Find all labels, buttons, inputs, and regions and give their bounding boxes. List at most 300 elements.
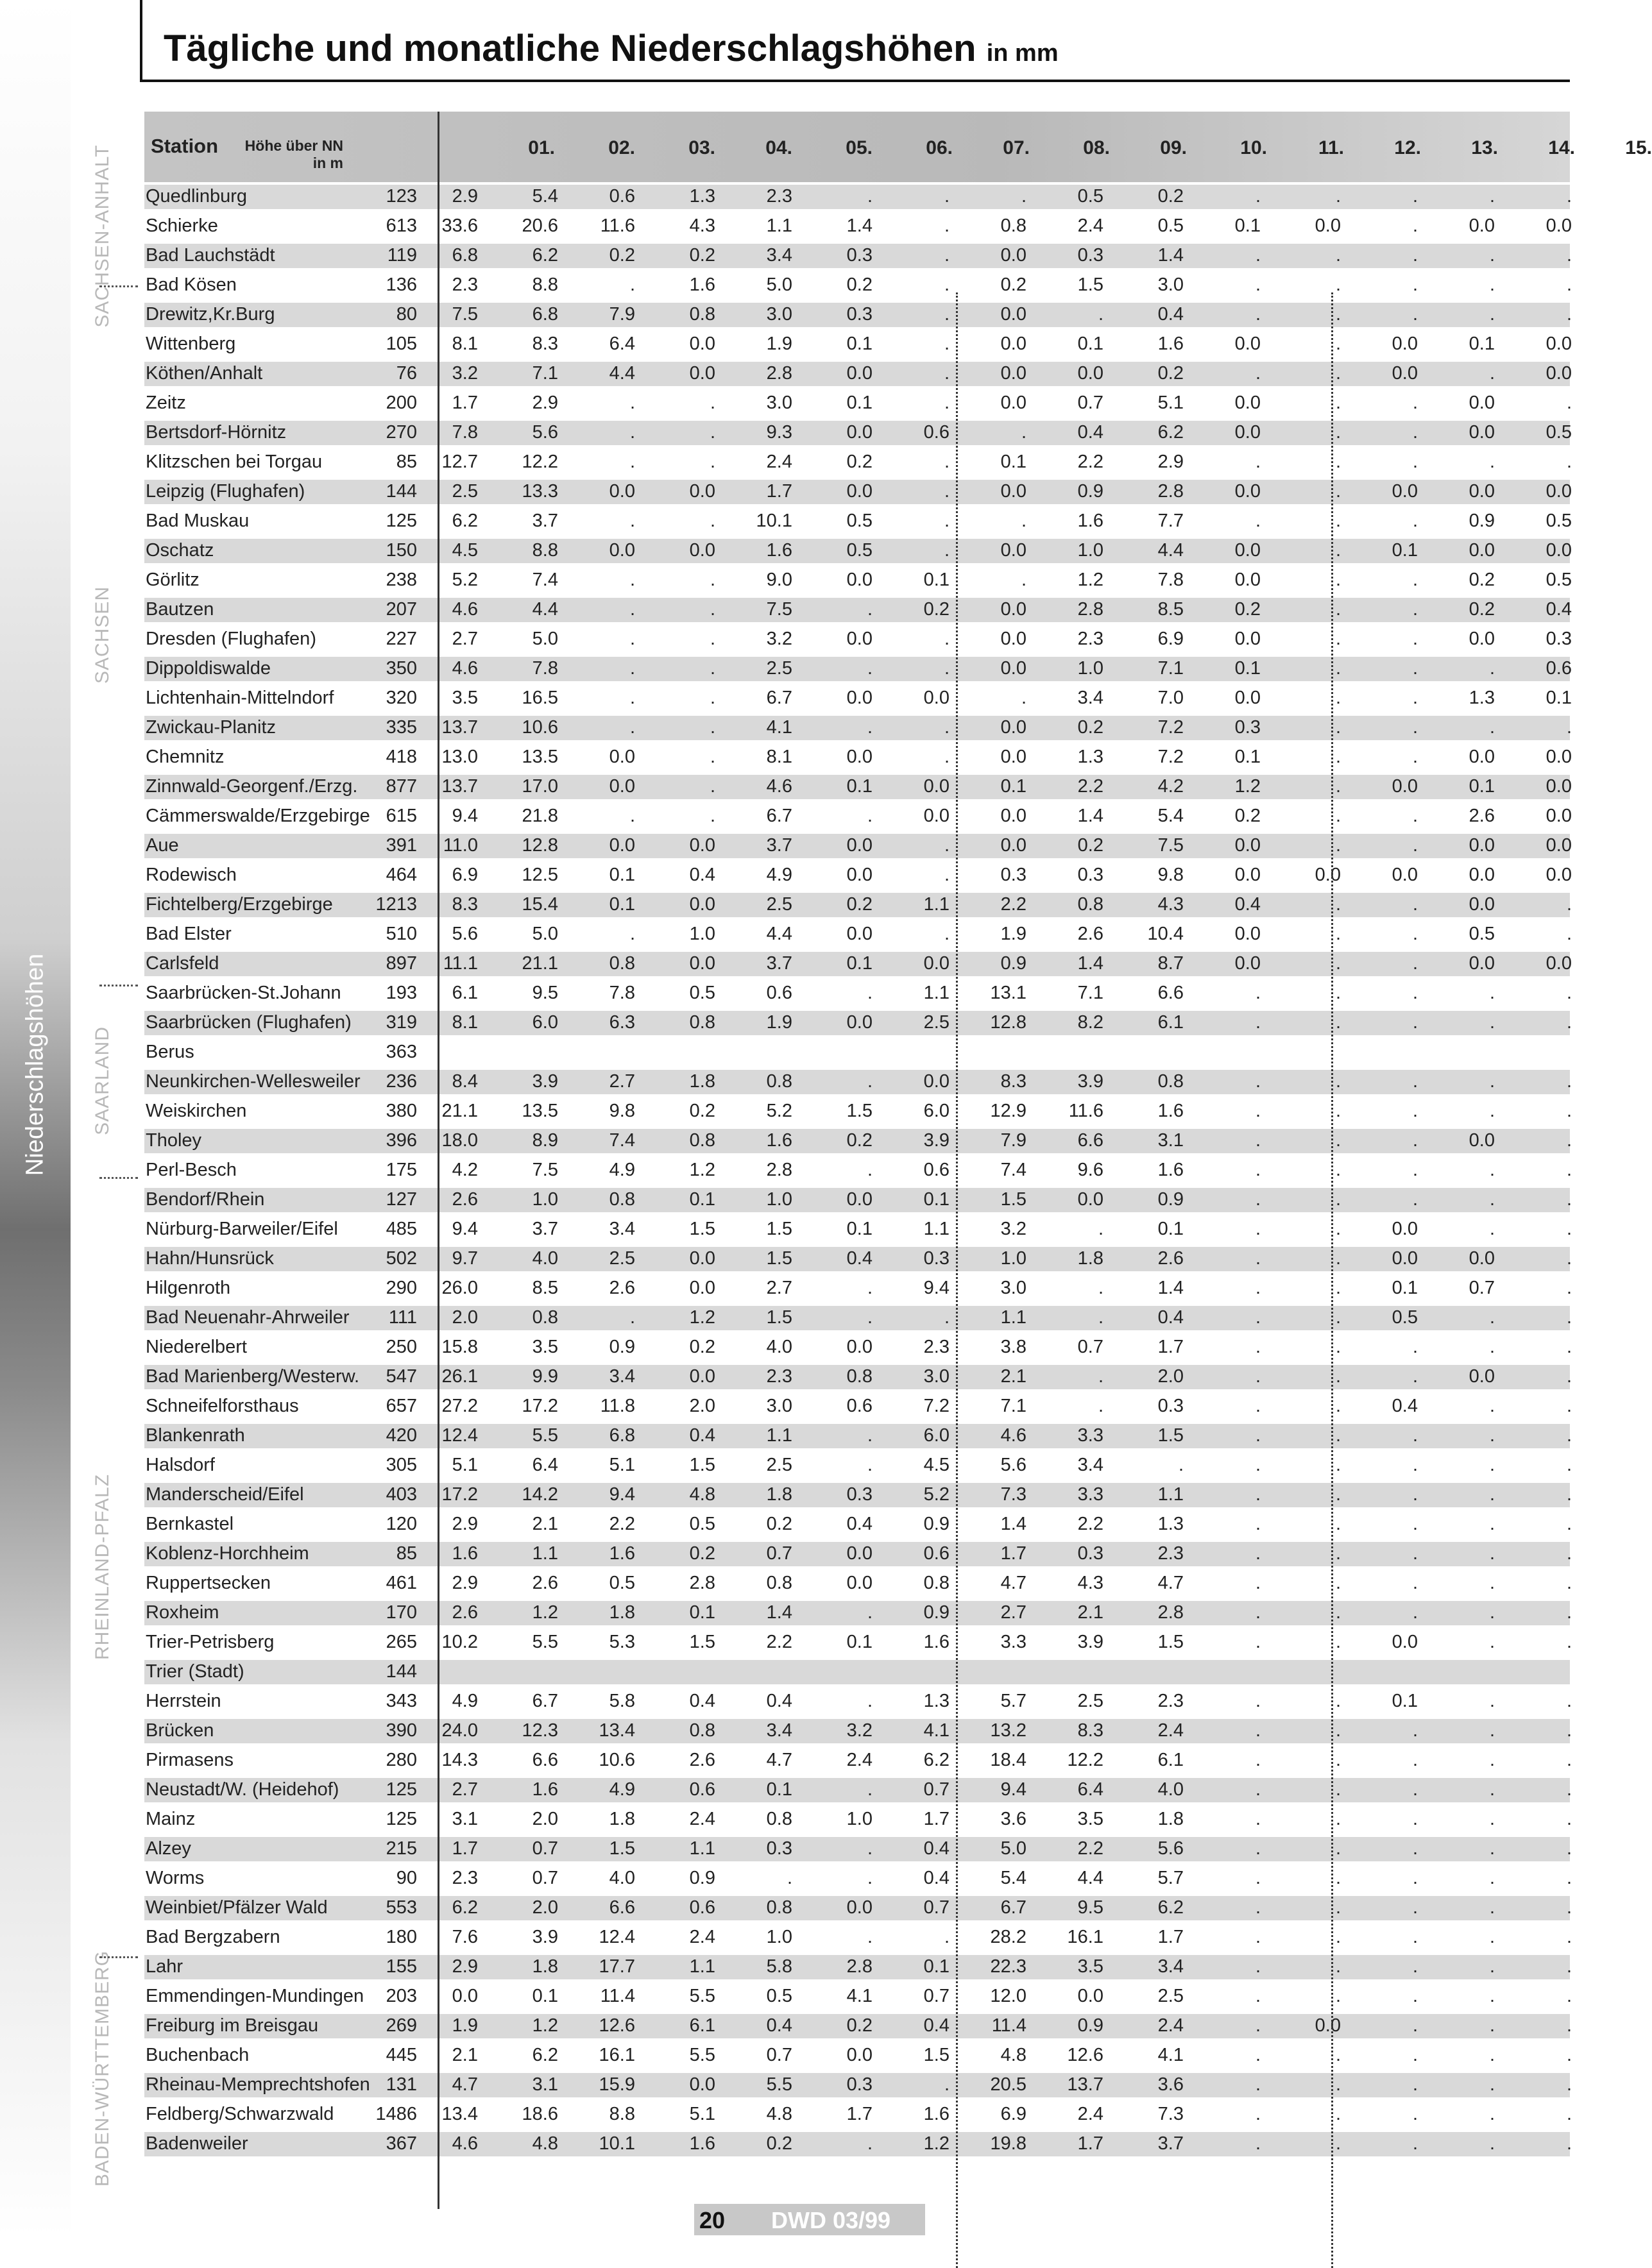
day-value: 1.6: [532, 1779, 558, 1800]
day-value: 6.6: [1157, 983, 1184, 1003]
day-value: 6.4: [532, 1455, 558, 1475]
day-value: 0.1: [532, 1986, 558, 2006]
day-value: .: [1335, 1927, 1341, 1947]
day-value: 7.2: [1157, 747, 1184, 767]
day-value: 0.0: [1392, 1219, 1418, 1239]
day-value: .: [944, 452, 949, 472]
header-day: 04.: [765, 137, 792, 158]
station-name: Leipzig (Flughafen): [146, 481, 305, 502]
day-value: 6.6: [532, 1750, 558, 1770]
day-value: 7.2: [923, 1396, 949, 1416]
station-height: 461: [386, 1573, 417, 1593]
day-value: 8.9: [532, 1130, 558, 1151]
day-value: 0.0: [846, 481, 873, 502]
day-value: .: [1566, 1337, 1572, 1357]
day-value: 0.0: [689, 1248, 715, 1269]
day-value: .: [1255, 1838, 1261, 1859]
day-value: .: [629, 717, 635, 738]
day-value: 0.5: [1469, 924, 1495, 944]
day-value: 5.6: [532, 422, 558, 443]
day-value: 0.0: [1234, 629, 1261, 649]
day-value: 1.3: [1469, 688, 1495, 708]
day-value: .: [1335, 1337, 1341, 1357]
day-value: .: [1335, 1366, 1341, 1387]
day-value: .: [629, 275, 635, 295]
day-value: .: [1178, 1455, 1184, 1475]
day-value: 0.8: [689, 304, 715, 325]
day-value: .: [944, 511, 949, 531]
day-value: 16.5: [522, 688, 558, 708]
day-value: 1.2: [532, 2015, 558, 2036]
day-value: .: [629, 570, 635, 590]
day-value: 0.0: [1077, 363, 1103, 384]
day-value: 0.8: [532, 1307, 558, 1328]
day-value: 0.1: [846, 1219, 873, 1239]
day-value: .: [1489, 275, 1495, 295]
station-name: Feldberg/Schwarzwald: [146, 2104, 334, 2124]
day-value: 0.0: [1469, 894, 1495, 915]
day-value: 0.4: [1077, 422, 1103, 443]
day-value: 12.2: [522, 452, 558, 472]
day-value: 4.7: [1157, 1573, 1184, 1593]
day-value: 5.8: [766, 1956, 792, 1977]
day-value: 0.1: [846, 1632, 873, 1652]
day-value: .: [1335, 1160, 1341, 1180]
day-value: 0.1: [846, 776, 873, 797]
day-value: 3.7: [766, 953, 792, 974]
table-row: [144, 1569, 1570, 1598]
day-value: .: [1335, 1455, 1341, 1475]
day-value: .: [1021, 422, 1026, 443]
day-value: .: [1335, 806, 1341, 826]
station-name: Hahn/Hunsrück: [146, 1248, 274, 1269]
table-row: [144, 1657, 1570, 1687]
day-value: .: [1489, 1514, 1495, 1534]
day-value: 0.1: [689, 1602, 715, 1623]
day-value: 13.7: [441, 776, 478, 797]
day-value: .: [1098, 1396, 1103, 1416]
day-value: 2.6: [452, 1189, 478, 1210]
station-name: Koblenz-Horchheim: [146, 1543, 309, 1564]
day-value: 0.2: [1469, 570, 1495, 590]
day-value: .: [1566, 1189, 1572, 1210]
table-row: [144, 1451, 1570, 1480]
day-value: .: [944, 1927, 949, 1947]
day-value: .: [1489, 1750, 1495, 1770]
day-value: 7.5: [1157, 835, 1184, 856]
day-value: .: [1412, 983, 1418, 1003]
day-value: .: [1255, 1779, 1261, 1800]
table-row: [144, 1038, 1570, 1067]
day-value: 2.2: [1077, 776, 1103, 797]
table-row: [144, 300, 1570, 330]
day-value: 6.1: [1157, 1750, 1184, 1770]
station-height: 270: [386, 422, 417, 443]
day-value: 0.1: [1234, 216, 1261, 236]
day-value: 24.0: [441, 1720, 478, 1741]
station-name: Brücken: [146, 1720, 214, 1741]
dotted-divider-10: [1331, 292, 1333, 2268]
day-value: 0.0: [609, 747, 635, 767]
day-value: 0.2: [689, 245, 715, 266]
day-value: .: [1335, 894, 1341, 915]
day-value: .: [1566, 1809, 1572, 1829]
day-value: .: [1489, 2045, 1495, 2065]
day-value: 1.8: [1157, 1809, 1184, 1829]
table-row: [144, 1746, 1570, 1775]
station-name: Fichtelberg/Erzgebirge: [146, 894, 333, 915]
station-name: Blankenrath: [146, 1425, 245, 1446]
station-height: 227: [386, 629, 417, 649]
header-day: 15.: [1625, 137, 1652, 158]
day-value: 0.0: [923, 688, 949, 708]
day-value: .: [1335, 1307, 1341, 1328]
day-value: .: [1412, 1779, 1418, 1800]
day-value: .: [1566, 393, 1572, 413]
day-value: .: [629, 629, 635, 649]
day-value: 26.1: [441, 1366, 478, 1387]
day-value: 0.7: [923, 1779, 949, 1800]
day-value: .: [1566, 275, 1572, 295]
day-value: 2.5: [766, 658, 792, 679]
day-value: 0.5: [846, 540, 873, 561]
station-name: Pirmasens: [146, 1750, 234, 1770]
day-value: 0.0: [1469, 747, 1495, 767]
station-height: 265: [386, 1632, 417, 1652]
day-value: 21.8: [522, 806, 558, 826]
day-value: .: [1255, 2045, 1261, 2065]
day-value: 4.2: [1157, 776, 1184, 797]
day-value: 1.5: [766, 1307, 792, 1328]
day-value: 20.5: [990, 2074, 1026, 2095]
day-value: 1.8: [532, 1956, 558, 1977]
day-value: 1.3: [923, 1691, 949, 1711]
day-value: 0.2: [846, 894, 873, 915]
day-value: .: [1021, 688, 1026, 708]
day-value: 0.9: [923, 1602, 949, 1623]
day-value: 5.1: [452, 1455, 478, 1475]
day-value: .: [1489, 983, 1495, 1003]
station-name: Dippoldiswalde: [146, 658, 271, 679]
day-value: 0.0: [923, 776, 949, 797]
day-value: .: [1566, 2133, 1572, 2154]
day-value: 18.0: [441, 1130, 478, 1151]
station-height: 290: [386, 1278, 417, 1298]
day-value: .: [1489, 1071, 1495, 1092]
table-row: [144, 1008, 1570, 1038]
station-name: Drewitz,Kr.Burg: [146, 304, 275, 325]
day-value: .: [1255, 1366, 1261, 1387]
header-day: 10.: [1240, 137, 1267, 158]
header-station: Station: [151, 135, 219, 157]
table-row: [144, 1480, 1570, 1510]
day-value: 3.9: [1077, 1632, 1103, 1652]
table-row: [144, 1510, 1570, 1539]
day-value: .: [867, 1779, 873, 1800]
day-value: 0.4: [923, 1868, 949, 1888]
day-value: .: [1255, 1632, 1261, 1652]
day-value: 4.6: [766, 776, 792, 797]
day-value: 0.5: [1077, 186, 1103, 207]
day-value: 0.0: [1234, 835, 1261, 856]
table-row: [144, 212, 1570, 241]
day-value: .: [1566, 1543, 1572, 1564]
header-day: 09.: [1160, 137, 1187, 158]
day-value: 5.2: [923, 1484, 949, 1505]
day-value: 0.0: [846, 835, 873, 856]
station-name: Berus: [146, 1042, 194, 1062]
day-value: .: [1255, 1396, 1261, 1416]
day-value: .: [1566, 1278, 1572, 1298]
day-value: 4.8: [1000, 2045, 1026, 2065]
day-value: 2.0: [689, 1396, 715, 1416]
day-value: 7.4: [609, 1130, 635, 1151]
dotted-divider-05: [956, 292, 958, 2268]
station-height: 250: [386, 1337, 417, 1357]
day-value: .: [1335, 570, 1341, 590]
day-value: .: [1098, 1366, 1103, 1387]
day-value: 1.9: [766, 334, 792, 354]
day-value: .: [944, 334, 949, 354]
day-value: .: [710, 393, 715, 413]
day-value: 0.6: [846, 1396, 873, 1416]
station-name: Halsdorf: [146, 1455, 215, 1475]
day-value: 0.8: [1157, 1071, 1184, 1092]
day-value: 0.0: [1000, 599, 1026, 620]
day-value: 1.7: [1077, 2133, 1103, 2154]
day-value: 3.4: [1077, 1455, 1103, 1475]
station-name: Saarbrücken (Flughafen): [146, 1012, 352, 1033]
day-value: 6.6: [609, 1897, 635, 1918]
region-separator: [99, 985, 138, 986]
day-value: .: [944, 924, 949, 944]
day-value: 8.1: [452, 334, 478, 354]
day-value: 0.8: [689, 1720, 715, 1741]
day-value: 1.0: [532, 1189, 558, 1210]
day-value: 18.6: [522, 2104, 558, 2124]
day-value: .: [867, 717, 873, 738]
day-value: 11.0: [443, 835, 478, 856]
day-value: 2.5: [1077, 1691, 1103, 1711]
day-value: 9.8: [1157, 865, 1184, 885]
day-value: .: [1489, 1897, 1495, 1918]
day-value: .: [1255, 1868, 1261, 1888]
day-value: 6.8: [532, 304, 558, 325]
station-name: Bautzen: [146, 599, 214, 620]
day-value: 5.0: [532, 924, 558, 944]
day-value: 0.3: [766, 1838, 792, 1859]
day-value: 4.0: [1157, 1779, 1184, 1800]
day-value: 7.4: [532, 570, 558, 590]
day-value: .: [867, 1927, 873, 1947]
day-value: .: [1566, 245, 1572, 266]
table-row: [144, 1982, 1570, 2011]
day-value: 2.4: [1157, 2015, 1184, 2036]
day-value: 0.2: [846, 452, 873, 472]
day-value: 7.3: [1000, 1484, 1026, 1505]
day-value: 3.5: [1077, 1809, 1103, 1829]
day-value: .: [1255, 1278, 1261, 1298]
station-height: 502: [386, 1248, 417, 1269]
day-value: 2.2: [1000, 894, 1026, 915]
day-value: .: [944, 363, 949, 384]
table-row: [144, 831, 1570, 861]
day-value: 7.1: [1077, 983, 1103, 1003]
station-name: Neunkirchen-Wellesweiler: [146, 1071, 361, 1092]
station-height: 380: [386, 1101, 417, 1121]
day-value: .: [1335, 393, 1341, 413]
day-value: 7.1: [1000, 1396, 1026, 1416]
day-value: 0.1: [846, 953, 873, 974]
day-value: .: [944, 1307, 949, 1328]
day-value: 9.4: [609, 1484, 635, 1505]
station-name: Rheinau-Memprechtshofen: [146, 2074, 370, 2095]
day-value: 0.5: [846, 511, 873, 531]
day-value: .: [1335, 363, 1341, 384]
day-value: 10.1: [756, 511, 792, 531]
day-value: 1.4: [766, 1602, 792, 1623]
day-value: 13.4: [599, 1720, 635, 1741]
day-value: .: [1335, 1012, 1341, 1033]
day-value: 0.0: [846, 1012, 873, 1033]
day-value: 3.4: [766, 1720, 792, 1741]
day-value: .: [1566, 1307, 1572, 1328]
day-value: 0.5: [689, 983, 715, 1003]
day-value: 8.8: [609, 2104, 635, 2124]
day-value: .: [1412, 894, 1418, 915]
day-value: 4.1: [846, 1986, 873, 2006]
station-name: Herrstein: [146, 1691, 221, 1711]
day-value: 4.8: [689, 1484, 715, 1505]
station-name: Bad Elster: [146, 924, 232, 944]
station-height: 80: [396, 304, 417, 325]
sidebar-band: [0, 0, 71, 2235]
day-value: 1.7: [1000, 1543, 1026, 1564]
day-value: .: [629, 688, 635, 708]
day-value: 3.0: [1157, 275, 1184, 295]
station-name: Mainz: [146, 1809, 196, 1829]
day-value: 2.1: [1077, 1602, 1103, 1623]
day-value: .: [944, 304, 949, 325]
day-value: 5.5: [689, 1986, 715, 2006]
day-value: .: [944, 747, 949, 767]
day-value: .: [1335, 1838, 1341, 1859]
day-value: .: [1412, 747, 1418, 767]
day-value: 3.2: [452, 363, 478, 384]
table-row: [144, 890, 1570, 920]
day-value: .: [1566, 1101, 1572, 1121]
day-value: 0.2: [1234, 806, 1261, 826]
region-label: BADEN-WÜRTTEMBERG: [92, 1950, 113, 2187]
day-value: .: [1412, 806, 1418, 826]
day-value: 3.0: [923, 1366, 949, 1387]
day-value: 0.8: [609, 1189, 635, 1210]
day-value: 0.4: [1234, 894, 1261, 915]
day-value: 5.0: [1000, 1838, 1026, 1859]
day-value: .: [1255, 1927, 1261, 1947]
station-name: Buchenbach: [146, 2045, 250, 2065]
day-value: 1.7: [1157, 1337, 1184, 1357]
day-value: 12.4: [441, 1425, 478, 1446]
day-value: 2.7: [766, 1278, 792, 1298]
table-row: [144, 1362, 1570, 1392]
day-value: 0.0: [689, 540, 715, 561]
day-value: .: [710, 717, 715, 738]
day-value: 0.4: [689, 1691, 715, 1711]
day-value: .: [1335, 2045, 1341, 2065]
station-height: 215: [386, 1838, 417, 1859]
station-name: Alzey: [146, 1838, 191, 1859]
station-name: Manderscheid/Eifel: [146, 1484, 304, 1505]
day-value: .: [1412, 599, 1418, 620]
table-row: [144, 1392, 1570, 1421]
day-value: .: [1021, 570, 1026, 590]
day-value: 1.5: [1157, 1632, 1184, 1652]
day-value: 2.5: [1157, 1986, 1184, 2006]
day-value: 4.8: [766, 2104, 792, 2124]
day-value: 16.1: [599, 2045, 635, 2065]
day-value: .: [1489, 1632, 1495, 1652]
day-value: 0.0: [1234, 422, 1261, 443]
day-value: 2.1: [452, 2045, 478, 2065]
table-row: [144, 1598, 1570, 1628]
day-value: .: [1412, 1838, 1418, 1859]
day-value: 5.0: [532, 629, 558, 649]
day-value: .: [1489, 304, 1495, 325]
day-value: 4.4: [532, 599, 558, 620]
day-value: 0.4: [923, 2015, 949, 2036]
day-value: 0.0: [1546, 481, 1572, 502]
day-value: 15.4: [522, 894, 558, 915]
day-value: 0.0: [1392, 776, 1418, 797]
day-value: .: [1489, 1012, 1495, 1033]
day-value: 8.5: [1157, 599, 1184, 620]
day-value: 0.3: [846, 2074, 873, 2095]
day-value: 2.0: [452, 1307, 478, 1328]
day-value: 0.0: [1077, 1189, 1103, 1210]
day-value: 5.4: [532, 186, 558, 207]
day-value: .: [944, 481, 949, 502]
day-value: 0.2: [1157, 186, 1184, 207]
table-row: [144, 2129, 1570, 2159]
station-name: Bernkastel: [146, 1514, 234, 1534]
table-row: [144, 1333, 1570, 1362]
day-value: 1.8: [689, 1071, 715, 1092]
day-value: .: [1489, 245, 1495, 266]
day-value: 13.1: [990, 983, 1026, 1003]
day-value: .: [1021, 186, 1026, 207]
day-value: 6.9: [452, 865, 478, 885]
day-value: .: [1412, 1809, 1418, 1829]
day-value: 0.9: [609, 1337, 635, 1357]
day-value: 0.4: [689, 1425, 715, 1446]
day-value: .: [1335, 1897, 1341, 1918]
day-value: 0.9: [1000, 953, 1026, 974]
station-height: 420: [386, 1425, 417, 1446]
day-value: 6.2: [532, 245, 558, 266]
day-value: .: [1412, 1956, 1418, 1977]
station-height: 85: [396, 452, 417, 472]
day-value: .: [1255, 1691, 1261, 1711]
day-value: .: [1412, 1130, 1418, 1151]
day-value: 1.6: [1157, 1160, 1184, 1180]
day-value: 0.0: [1469, 1366, 1495, 1387]
day-value: .: [1566, 1897, 1572, 1918]
day-value: .: [629, 924, 635, 944]
day-value: 13.7: [441, 717, 478, 738]
station-name: Rodewisch: [146, 865, 237, 885]
header-hohe-line1: Höhe über NN: [244, 137, 343, 154]
